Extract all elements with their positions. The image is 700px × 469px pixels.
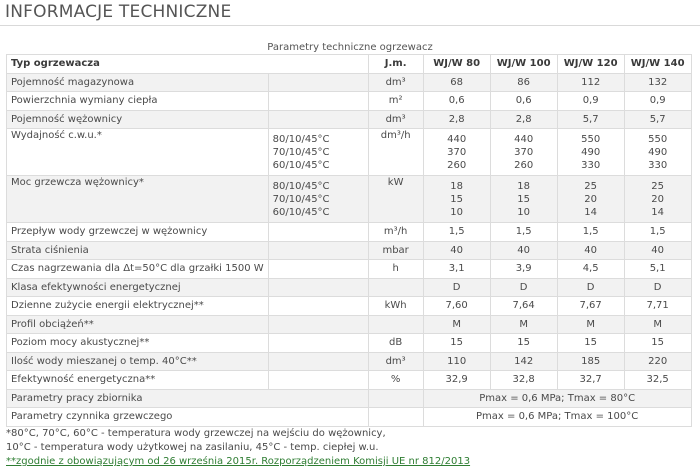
condition-line: 70/10/45°C [272, 193, 330, 205]
condition-line: 80/10/45°C [272, 180, 330, 192]
row-unit: dm³ [368, 73, 423, 92]
value-line: 550 [648, 133, 668, 145]
row-value: 40 [557, 241, 624, 260]
row-label: Przepływ wody grzewczej w wężownicy [7, 223, 269, 242]
row-value: 15 [423, 334, 490, 353]
row-value: 2,8 [490, 110, 557, 129]
row-unit: dm³ [368, 110, 423, 129]
row-value: 112 [557, 73, 624, 92]
row-conditions [268, 241, 368, 260]
value-line: 14 [584, 206, 597, 218]
row-value [423, 176, 490, 223]
row-value: 1,5 [423, 223, 490, 242]
table-row [7, 223, 692, 242]
row-value: 86 [490, 73, 557, 92]
row-value [423, 129, 490, 176]
value-line: 330 [581, 159, 601, 171]
row-value: 0,9 [557, 92, 624, 111]
row-value: 3,1 [423, 260, 490, 279]
value-line: 370 [514, 146, 534, 158]
row-value: D [423, 278, 490, 297]
row-value: M [423, 315, 490, 334]
table-row [7, 371, 692, 390]
row-value: 2,8 [423, 110, 490, 129]
table-caption: Parametry techniczne ogrzewacz [267, 42, 433, 53]
row-value: M [557, 315, 624, 334]
row-unit: dm³ [368, 352, 423, 371]
row-conditions [268, 278, 368, 297]
row-value: 32,9 [423, 371, 490, 390]
row-value: 68 [423, 73, 490, 92]
row-value: 185 [557, 352, 624, 371]
row-value: 32,8 [490, 371, 557, 390]
row-value: 220 [624, 352, 691, 371]
value-line: 18 [517, 180, 530, 192]
row-value: 40 [624, 241, 691, 260]
row-value: 1,5 [624, 223, 691, 242]
row-value: 15 [624, 334, 691, 353]
condition-line: 60/10/45°C [272, 159, 330, 171]
row-label: Parametry czynnika grzewczego [7, 408, 369, 427]
row-conditions [268, 297, 368, 316]
row-value: 142 [490, 352, 557, 371]
row-conditions [268, 223, 368, 242]
footnote-water: 10°C - temperatura wody użytkowej na zasilaniu, 45°C - temp. ciepłej w.u. [6, 442, 379, 453]
row-conditions [268, 129, 368, 176]
row-value: 132 [624, 73, 691, 92]
row-label: Powierzchnia wymiany ciepła [7, 92, 269, 111]
row-conditions [268, 352, 368, 371]
table-row [7, 278, 692, 297]
row-span-value: Pmax = 0,6 MPa; Tmax = 100°C [423, 408, 691, 427]
row-value: D [557, 278, 624, 297]
value-line: 550 [581, 133, 601, 145]
row-value: 15 [490, 334, 557, 353]
row-unit: dB [368, 334, 423, 353]
row-conditions [268, 176, 368, 223]
row-conditions [268, 110, 368, 129]
header-model: WJ/W 120 [557, 55, 624, 74]
row-conditions [268, 92, 368, 111]
row-value: 0,9 [624, 92, 691, 111]
table-row [7, 334, 692, 353]
row-label: Dzienne zużycie energii elektrycznej** [7, 297, 269, 316]
value-line: 370 [447, 146, 467, 158]
row-value: M [490, 315, 557, 334]
row-conditions [268, 315, 368, 334]
value-line: 330 [648, 159, 668, 171]
row-value: 7,60 [423, 297, 490, 316]
footnotes [6, 427, 470, 469]
table-row [7, 315, 692, 334]
row-conditions [268, 260, 368, 279]
row-value: 7,67 [557, 297, 624, 316]
value-line: 490 [581, 146, 601, 158]
row-label: Klasa efektywności energetycznej [7, 278, 269, 297]
row-value [557, 176, 624, 223]
table-row [7, 352, 692, 371]
row-value: 40 [423, 241, 490, 260]
row-label: Profil obciążeń** [7, 315, 269, 334]
row-value: 32,5 [624, 371, 691, 390]
row-value: 7,64 [490, 297, 557, 316]
row-value: 5,7 [557, 110, 624, 129]
row-unit [368, 408, 423, 427]
table-row [7, 408, 692, 427]
row-conditions [268, 73, 368, 92]
table-row [7, 389, 692, 408]
row-value: 1,5 [557, 223, 624, 242]
table-header-row [7, 55, 692, 74]
row-value: 3,9 [490, 260, 557, 279]
row-unit [368, 315, 423, 334]
table-row [7, 92, 692, 111]
row-conditions [268, 371, 368, 390]
row-value: D [490, 278, 557, 297]
row-unit: kWh [368, 297, 423, 316]
row-value: 0,6 [490, 92, 557, 111]
row-unit: m² [368, 92, 423, 111]
header-type: Typ ogrzewacza [7, 55, 369, 74]
table-row [7, 260, 692, 279]
row-unit: mbar [368, 241, 423, 260]
value-line: 14 [651, 206, 664, 218]
table-row [7, 297, 692, 316]
value-line: 260 [447, 159, 467, 171]
row-value: 110 [423, 352, 490, 371]
value-line: 10 [450, 206, 463, 218]
row-label: Pojemność wężownicy [7, 110, 269, 129]
row-label: Ilość wody mieszanej o temp. 40°C** [7, 352, 269, 371]
row-value [624, 176, 691, 223]
footnote-temperatures: *80°C, 70°C, 60°C - temperatura wody grzewczej na wejściu do wężownicy, [6, 428, 386, 439]
value-line: 490 [648, 146, 668, 158]
header-model: WJ/W 100 [490, 55, 557, 74]
value-line: 20 [651, 193, 664, 205]
value-line: 260 [514, 159, 534, 171]
row-value [490, 129, 557, 176]
value-line: 25 [584, 180, 597, 192]
row-unit: dm³/h [368, 129, 423, 176]
row-value: 32,7 [557, 371, 624, 390]
row-value: 7,71 [624, 297, 691, 316]
row-value [624, 129, 691, 176]
row-value: 5,1 [624, 260, 691, 279]
row-value: M [624, 315, 691, 334]
row-unit: m³/h [368, 223, 423, 242]
row-label: Poziom mocy akustycznej** [7, 334, 269, 353]
row-value [557, 129, 624, 176]
row-label: Strata ciśnienia [7, 241, 269, 260]
row-value: 5,7 [624, 110, 691, 129]
table-row [7, 73, 692, 92]
header-model: WJ/W 80 [423, 55, 490, 74]
value-line: 10 [517, 206, 530, 218]
value-line: 20 [584, 193, 597, 205]
value-line: 18 [450, 180, 463, 192]
table-row [7, 241, 692, 260]
row-label: Moc grzewcza wężownicy* [7, 176, 269, 223]
row-value: 1,5 [490, 223, 557, 242]
heading-divider [0, 25, 700, 26]
row-value: 40 [490, 241, 557, 260]
value-line: 25 [651, 180, 664, 192]
row-value: 0,6 [423, 92, 490, 111]
row-value [490, 176, 557, 223]
row-unit: kW [368, 176, 423, 223]
condition-line: 70/10/45°C [272, 146, 330, 158]
section-heading: INFORMACJE TECHNICZNE [5, 2, 232, 22]
table-row [7, 129, 692, 176]
row-label: Efektywność energetyczna** [7, 371, 269, 390]
condition-line: 60/10/45°C [272, 206, 330, 218]
value-line: 440 [514, 133, 534, 145]
row-label: Czas nagrzewania dla Δt=50°C dla grzałki 1500 W [7, 260, 269, 279]
row-unit [368, 389, 423, 408]
condition-line: 80/10/45°C [272, 133, 330, 145]
table-row [7, 110, 692, 129]
value-line: 15 [517, 193, 530, 205]
value-line: 440 [447, 133, 467, 145]
value-line: 15 [450, 193, 463, 205]
footnote-regulation: **zgodnie z obowiązującym od 26 września 2015r. Rozporządzeniem Komisji UE nr 812/2013 [6, 456, 471, 467]
header-unit: J.m. [368, 55, 423, 74]
row-unit [368, 278, 423, 297]
row-value: 4,5 [557, 260, 624, 279]
row-label: Parametry pracy zbiornika [7, 389, 369, 408]
row-value: D [624, 278, 691, 297]
row-label: Wydajność c.w.u.* [7, 129, 269, 176]
row-unit: % [368, 371, 423, 390]
row-label: Pojemność magazynowa [7, 73, 269, 92]
row-conditions [268, 334, 368, 353]
row-span-value: Pmax = 0,6 MPa; Tmax = 80°C [423, 389, 691, 408]
row-unit: h [368, 260, 423, 279]
row-value: 15 [557, 334, 624, 353]
table-row [7, 176, 692, 223]
header-model: WJ/W 140 [624, 55, 691, 74]
spec-table [6, 54, 692, 427]
